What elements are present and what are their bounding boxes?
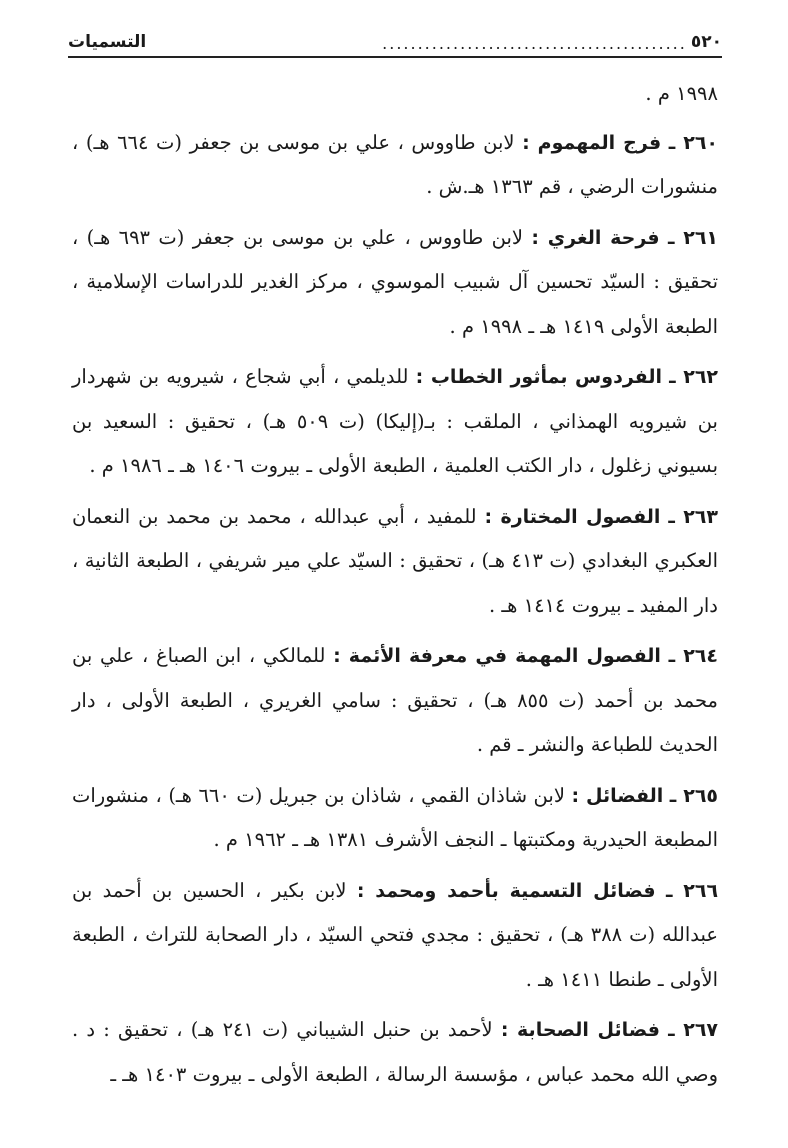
- bibliography-entry: [72, 495, 718, 629]
- entry-title: فضائل الصحابة :: [500, 1019, 660, 1041]
- entry-title: الفصول المختارة :: [484, 505, 661, 528]
- bibliography-entry: [72, 216, 718, 350]
- bibliography-entry: [72, 869, 718, 1003]
- entry-text: لابن شاذان القمي ، شاذان بن جبريل (ت ٦٦٠ هـ) ، منشورات المطبعة الحيدرية ومكتبتها ـ النجف الأشرف ١٣٨١ هـ ـ ١٩٦٢ م .: [72, 783, 718, 851]
- entry-title: الفردوس بمأثور الخطاب :: [415, 366, 662, 388]
- bibliography-entry: [72, 774, 718, 863]
- entry-number: ٢٦٢ ـ: [669, 366, 719, 388]
- entry-number: ٢٦٤ ـ: [668, 645, 718, 667]
- header-leader-dots: ...........................................: [382, 36, 687, 52]
- entry-text: للديلمي ، أبي شجاع ، شيرويه بن شهردار بن شيرويه الهمذاني ، الملقب : بـ(إليكا) (ت ٥٠٩ هـ) ، تحقيق : السعيد بن بسيوني زغلول ، دار الكتب العلمية ، الطبعة الأولى ـ بيروت ١٤٠٦ هـ ـ ١٩٨٦ م .: [72, 365, 718, 477]
- entry-number: ٢٦١ ـ: [667, 226, 719, 249]
- entry-number: ٢٦٦ ـ: [665, 879, 719, 902]
- entry-number: ٢٦٧ ـ: [668, 1019, 719, 1041]
- bibliography-entry: [72, 355, 718, 489]
- bibliography-entry: [72, 1008, 718, 1097]
- entry-title: فرحة الغري :: [531, 226, 660, 249]
- entry-title: فضائل التسمية بأحمد ومحمد :: [356, 879, 656, 902]
- entry-text: لابن طاووس ، علي بن موسى بن جعفر (ت ٦٦٤ هـ) ، منشورات الرضي ، قم ١٣٦٣ هـ.ش .: [72, 130, 718, 198]
- entry-title: الفصول المهمة في معرفة الأئمة :: [333, 645, 661, 667]
- page-number: ٥٢٠: [690, 32, 722, 52]
- entry-number: ٢٦٥ ـ: [669, 784, 719, 807]
- entry-text: للمالكي ، ابن الصباغ ، علي بن محمد بن أحمد (ت ٨٥٥ هـ) ، تحقيق : سامي الغريري ، الطبعة الأولى ، دار الحديث للطباعة والنشر ـ قم .: [72, 644, 718, 756]
- entry-title: فرج المهموم :: [522, 131, 662, 154]
- entry-text: لابن طاووس ، علي بن موسى بن جعفر (ت ٦٩٣ هـ) ، تحقيق : السيّد تحسين آل شبيب الموسوي ، مركز الغدير للدراسات الإسلامية ، الطبعة الأولى ١٤١٩ هـ ـ ١٩٩٨ م .: [72, 225, 718, 338]
- running-header: [68, 28, 722, 58]
- page-body: [72, 72, 718, 1103]
- section-title: التسميات: [68, 32, 147, 52]
- entry-title: الفضائل :: [571, 784, 664, 807]
- entry-text: لابن بكير ، الحسين بن أحمد بن عبدالله (ت ٣٨٨ هـ) ، تحقيق : مجدي فتحي السيّد ، دار الصحابة للتراث ، الطبعة الأولى ـ طنطا ١٤١١ هـ .: [72, 878, 719, 991]
- entry-text: لأحمد بن حنبل الشيباني (ت ٢٤١ هـ) ، تحقيق : د . وصي الله محمد عباس ، مؤسسة الرسالة ، الطبعة الأولى ـ بيروت ١٤٠٣ هـ ـ: [72, 1018, 718, 1086]
- bibliography-entry: [72, 634, 718, 768]
- entry-number: ٢٦٠ ـ: [668, 131, 719, 154]
- continuation-line: ١٩٩٨ م .: [645, 82, 718, 105]
- entry-number: ٢٦٣ ـ: [668, 505, 718, 528]
- bibliography-entry: [72, 121, 718, 210]
- entry-text: للمفيد ، أبي عبدالله ، محمد بن محمد بن النعمان العكبري البغدادي (ت ٤١٣ هـ) ، تحقيق : السيّد علي مير شريفي ، الطبعة الثانية ، دار المفيد ـ بيروت ١٤١٤ هـ .: [72, 504, 718, 617]
